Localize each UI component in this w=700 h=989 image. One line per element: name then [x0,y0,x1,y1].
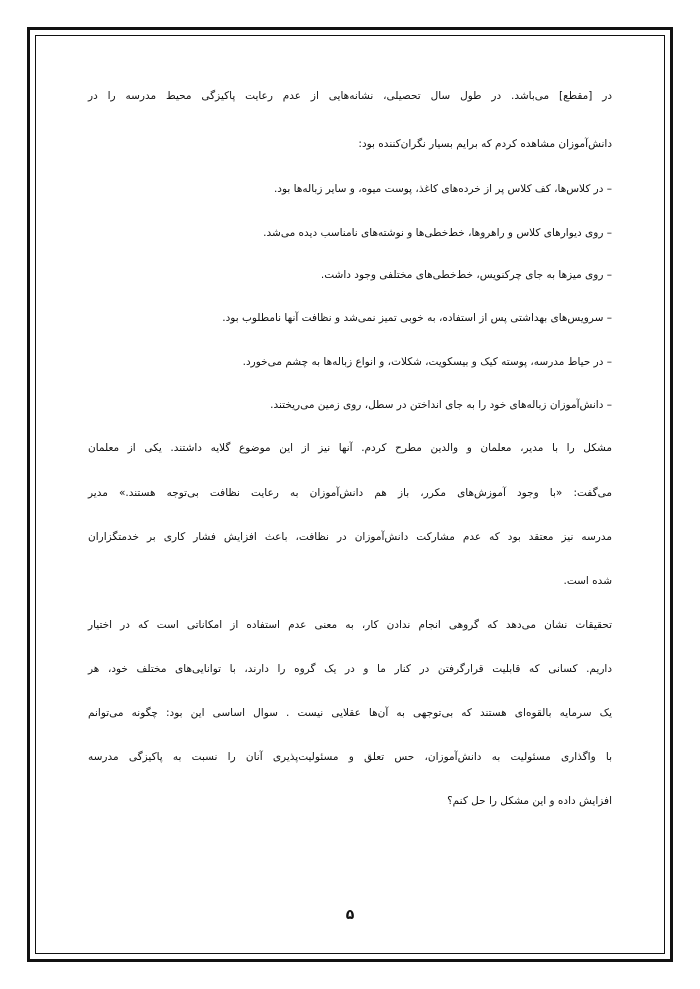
paragraph-line: شده است. [563,575,612,587]
paragraph-line: یک سرمایه بالقوه‌ای هستند که بی‌توجهی به آن‌ها عقلایی نیست . سوال اساسی این بود: چگونه می‌توانم [88,707,612,719]
paragraph-line: در [مقطع] می‌باشد. در طول سال تحصیلی، نشانه‌هایی از عدم رعایت پاکیزگی محیط مدرسه را در [88,90,612,102]
paragraph-line: تحقیقات نشان می‌دهد که گروهی انجام ندادن کار، به معنی عدم استفاده از امکاناتی است که در اختیار [88,619,612,631]
paragraph-line: داریم. کسانی که قابلیت قرارگرفتن در کنار ما و در یک گروه را دارند، با توانایی‌های مختلف خود، هر [88,663,612,675]
list-item: – روی دیوارهای کلاس و راهروها، خط‌خطی‌ها و نوشته‌های نامناسب دیده می‌شد. [263,227,612,239]
paragraph-line: با واگذاری مسئولیت به دانش‌آموزان، حس تعلق و مسئولیت‌پذیری آنان را نسبت به پاکیزگی مدرسه [88,751,612,763]
list-item: – روی میزها به جای چرکنویس، خط‌خطی‌های مختلفی وجود داشت. [320,269,612,281]
paragraph-line: مشکل را با مدیر، معلمان و والدین مطرح کردم. آنها نیز از این موضوع گلایه داشتند. یکی از معلمان [88,442,612,454]
paragraph-line: افزایش داده و این مشکل را حل کنم؟ [447,795,612,807]
paragraph-line: می‌گفت: «با وجود آموزش‌های مکرر، باز هم دانش‌آموزان به رعایت نظافت بی‌توجه هستند.» مدیر [88,487,612,499]
list-item: – در حیاط مدرسه، پوسته کیک و بیسکویت، شکلات، و انواع زباله‌ها به چشم می‌خورد. [242,356,612,368]
list-item: – دانش‌آموزان زباله‌های خود را به جای انداختن در سطل، روی زمین می‌ریختند. [270,399,612,411]
list-item: – سرویس‌های بهداشتی پس از استفاده، به خوبی تمیز نمی‌شد و نظافت آنها نامطلوب بود. [222,312,612,324]
paragraph-line: دانش‌آموزان مشاهده کردم که برایم بسیار نگران‌کننده بود: [358,138,612,150]
page-number: ۵ [345,907,355,923]
list-item: – در کلاس‌ها، کف کلاس پر از خرده‌های کاغذ، پوست میوه، و سایر زباله‌ها بود. [273,183,612,195]
paragraph-line: مدرسه نیز معتقد بود که عدم مشارکت دانش‌آموزان در نظافت، باعث افزایش فشار کاری بر خدمتگزاران [88,531,612,543]
